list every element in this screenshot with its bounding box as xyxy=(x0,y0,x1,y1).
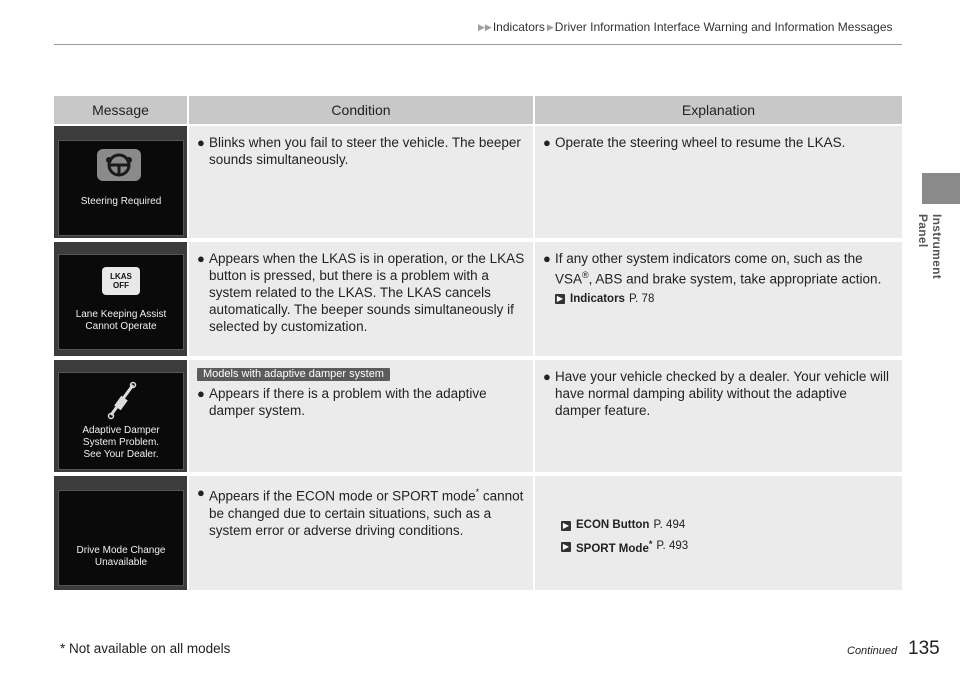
explanation-cell xyxy=(534,240,902,358)
display-screen xyxy=(58,490,184,586)
header-divider xyxy=(54,44,902,45)
badge-line: OFF xyxy=(113,281,129,290)
breadcrumb-item-messages[interactable]: Driver Information Interface Warning and Information Messages xyxy=(554,20,893,34)
condition-cell xyxy=(188,240,534,358)
footnote-mark: * xyxy=(648,539,653,549)
display-screen xyxy=(58,140,184,236)
condition-text: Appears if there is a problem with the adaptive damper system. xyxy=(209,386,487,418)
xref-title xyxy=(576,536,652,558)
bullet-icon: ● xyxy=(197,485,205,500)
message-image-cell xyxy=(54,474,188,592)
chapter-label: Instrument Panel xyxy=(916,214,944,280)
condition-text-part: cannot be changed due to certain situations, such as a system error or adverse driving conditions. xyxy=(209,488,524,538)
explanation-cell xyxy=(534,358,902,474)
bullet-icon: ● xyxy=(543,135,551,150)
xref-title-text: SPORT Mode xyxy=(576,542,649,555)
damper-wrench-icon xyxy=(105,381,139,421)
condition-cell xyxy=(188,125,534,240)
xref-page: P. 493 xyxy=(656,540,689,553)
xref-title: Indicators xyxy=(570,292,625,305)
column-header-condition: Condition xyxy=(188,96,534,125)
bullet-icon: ● xyxy=(197,386,205,401)
column-header-explanation: Explanation xyxy=(534,96,902,125)
condition-text: Blinks when you fail to steer the vehicle. The beeper sounds simultaneously. xyxy=(209,135,521,167)
breadcrumb-item-indicators[interactable]: Indicators xyxy=(492,20,545,34)
screen-message: Drive Mode Change xyxy=(76,545,166,556)
page-number: 135 xyxy=(908,638,940,659)
explanation-text-part: , ABS and brake system, take appropriate action. xyxy=(588,271,882,287)
footnote: * Not available on all models xyxy=(60,641,231,656)
cross-reference[interactable] xyxy=(561,536,894,558)
condition-text-part: Appears if the ECON mode or SPORT mode xyxy=(209,488,476,504)
explanation-text: Operate the steering wheel to resume the LKAS. xyxy=(555,135,846,150)
explanation-cell xyxy=(534,474,902,592)
bullet-icon: ● xyxy=(197,251,205,266)
registered-mark: ® xyxy=(582,270,589,280)
table-header-row xyxy=(54,96,902,125)
display-screen xyxy=(58,372,184,470)
condition-cell xyxy=(188,474,534,592)
cross-reference[interactable] xyxy=(555,291,894,308)
explanation-text xyxy=(555,250,894,288)
reference-arrow-icon: ▶ xyxy=(562,541,570,551)
xref-title: ECON Button xyxy=(576,519,650,531)
condition-text xyxy=(209,484,525,539)
arrow-icon: ▶▶ xyxy=(478,21,492,32)
xref-page: P. 78 xyxy=(628,292,655,305)
explanation-text-part: If any other system indicators come on, such as the VSA xyxy=(555,251,863,287)
screen-message: System Problem. xyxy=(82,437,160,448)
bullet-icon: ● xyxy=(543,369,551,384)
condition-text: Appears when the LKAS is in operation, or the LKAS button is pressed, but there is a problem with a system related to the LKAS. The LKAS cancels automatically. The beeper sounds simultaneously if selected by customization. xyxy=(209,251,525,334)
message-image-cell xyxy=(54,125,188,240)
table-row xyxy=(54,240,902,358)
screen-message: Unavailable xyxy=(94,557,148,568)
explanation-text: Have your vehicle checked by a dealer. Your vehicle will have normal damping ability without the adaptive damper feature. xyxy=(555,369,889,418)
column-header-message: Message xyxy=(54,96,188,125)
chapter-tab xyxy=(922,173,960,204)
bullet-icon: ● xyxy=(543,251,551,266)
breadcrumb xyxy=(478,20,893,34)
footnote-mark: * xyxy=(475,487,480,497)
display-screen xyxy=(58,254,184,350)
explanation-cell xyxy=(534,125,902,240)
reference-arrow-icon: ▶ xyxy=(556,294,564,303)
screen-message: Adaptive Damper xyxy=(82,425,160,436)
screen-message: See Your Dealer. xyxy=(83,449,159,460)
message-image-cell xyxy=(54,358,188,474)
table-row xyxy=(54,474,902,592)
arrow-icon: ▶ xyxy=(546,21,554,32)
table-row xyxy=(54,358,902,474)
message-image-cell xyxy=(54,240,188,358)
table-row xyxy=(54,125,902,240)
model-tag: Models with adaptive damper system xyxy=(197,368,390,381)
badge-line: LKAS xyxy=(110,272,132,281)
screen-message: Cannot Operate xyxy=(85,321,157,332)
lkas-off-badge xyxy=(102,267,140,295)
reference-arrow-icon: ▶ xyxy=(562,520,570,530)
message-table xyxy=(54,96,902,594)
continued-label: Continued xyxy=(847,645,898,657)
condition-cell xyxy=(188,358,534,474)
screen-message: Lane Keeping Assist xyxy=(75,309,167,320)
xref-page: P. 494 xyxy=(653,519,686,531)
screen-message: Steering Required xyxy=(80,196,162,207)
bullet-icon: ● xyxy=(197,135,205,150)
cross-reference[interactable] xyxy=(561,517,894,534)
steering-wheel-hands-icon xyxy=(97,149,141,181)
